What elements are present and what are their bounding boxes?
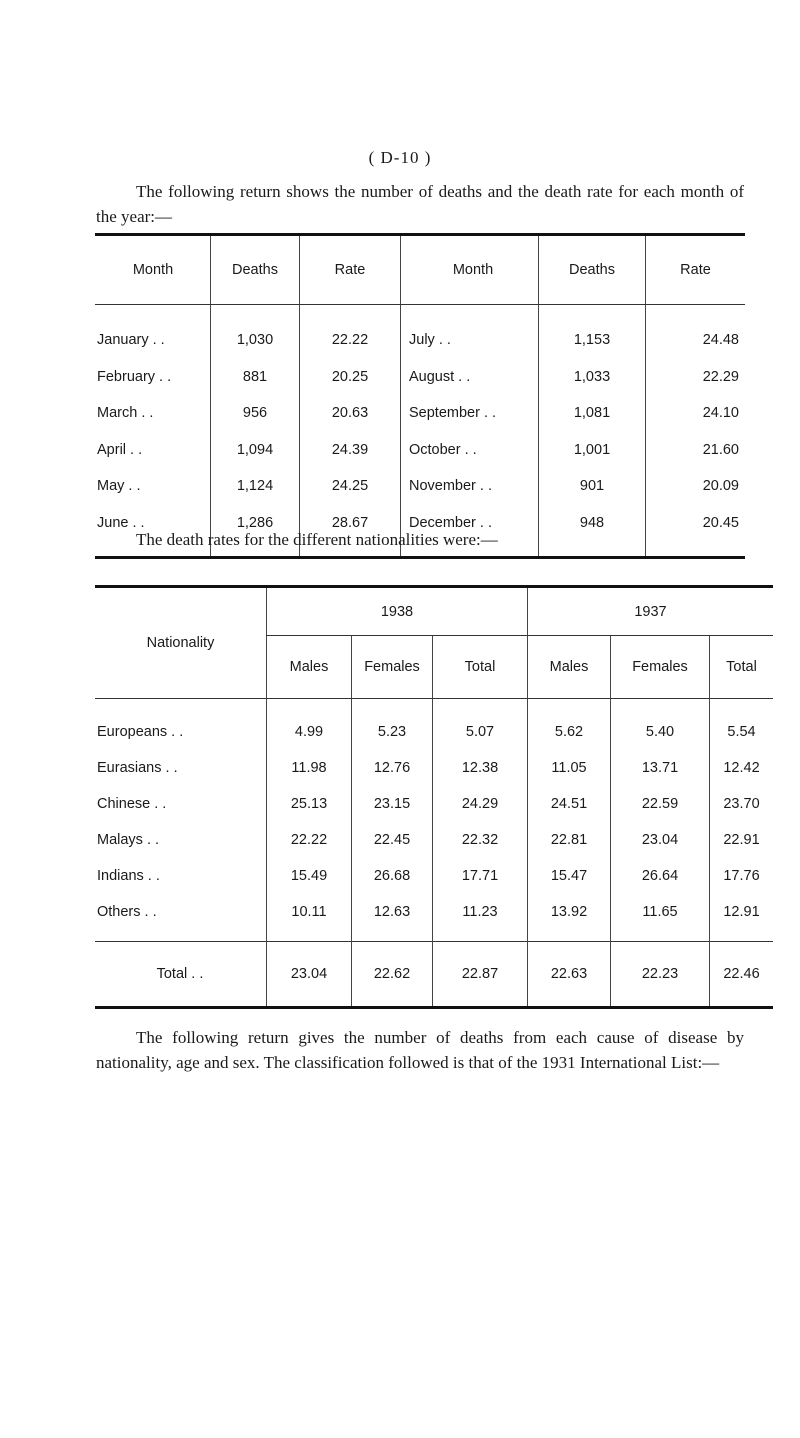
header-females-1937: Females [611,636,710,699]
value-cell: 12.42 [710,750,774,786]
month-cell: May . . [95,468,211,505]
value-cell: 24.29 [433,786,528,822]
deaths-cell: 948 [539,505,646,558]
rate-cell: 24.39 [300,432,401,469]
value-cell: 12.63 [352,894,433,942]
rate-cell: 24.48 [646,305,746,359]
header-deaths-b: Deaths [539,235,646,305]
value-cell: 22.59 [611,786,710,822]
value-cell: 26.64 [611,858,710,894]
value-cell: 15.49 [267,858,352,894]
total-row [95,942,773,1008]
rate-cell: 20.45 [646,505,746,558]
total-value-cell: 22.62 [352,942,433,1008]
value-cell: 5.07 [433,699,528,751]
rate-cell: 24.10 [646,395,746,432]
header-month-b: Month [401,235,539,305]
nationality-label: Indians . . [95,858,267,894]
value-cell: 22.45 [352,822,433,858]
table-row [95,468,745,505]
table-row [95,894,773,942]
total-value-cell: 22.87 [433,942,528,1008]
month-cell: March . . [95,395,211,432]
value-cell: 11.65 [611,894,710,942]
value-cell: 5.40 [611,699,710,751]
value-cell: 12.38 [433,750,528,786]
header-deaths-a: Deaths [211,235,300,305]
rate-cell: 22.29 [646,359,746,396]
deaths-cell: 1,001 [539,432,646,469]
value-cell: 22.32 [433,822,528,858]
rate-cell: 20.25 [300,359,401,396]
header-year-1937: 1937 [528,587,774,636]
value-cell: 24.51 [528,786,611,822]
header-males-1938: Males [267,636,352,699]
table-row [95,699,773,751]
deaths-cell: 1,286 [211,505,300,558]
value-cell: 26.68 [352,858,433,894]
table-row [95,858,773,894]
header-month-a: Month [95,235,211,305]
rate-cell: 24.25 [300,468,401,505]
rate-cell: 28.67 [300,505,401,558]
value-cell: 12.91 [710,894,774,942]
nationality-death-rates-table [95,585,773,1009]
header-males-1937: Males [528,636,611,699]
value-cell: 11.98 [267,750,352,786]
monthly-header-row [95,235,745,305]
value-cell: 5.54 [710,699,774,751]
value-cell: 17.76 [710,858,774,894]
header-year-1938: 1938 [267,587,528,636]
value-cell: 25.13 [267,786,352,822]
deaths-cell: 1,033 [539,359,646,396]
month-cell: June . . [95,505,211,558]
deaths-cell: 901 [539,468,646,505]
month-cell: September . . [401,395,539,432]
value-cell: 17.71 [433,858,528,894]
rate-cell: 21.60 [646,432,746,469]
total-value-cell: 23.04 [267,942,352,1008]
deaths-cell: 1,081 [539,395,646,432]
rate-cell: 20.09 [646,468,746,505]
year-header-row [95,587,773,636]
intro-cause-paragraph: The following return gives the number of deaths from each cause of disease by nationality, age and sex. The classification followed is that of the 1931 International List:— [96,1028,744,1072]
deaths-cell: 1,030 [211,305,300,359]
deaths-cell: 881 [211,359,300,396]
intro-monthly-paragraph: The following return shows the number of deaths and the death rate for each month of the year:— [96,182,744,226]
header-rate-b: Rate [646,235,746,305]
nationality-label: Others . . [95,894,267,942]
value-cell: 22.91 [710,822,774,858]
value-cell: 22.22 [267,822,352,858]
total-value-cell: 22.46 [710,942,774,1008]
nationality-label: Europeans . . [95,699,267,751]
value-cell: 23.70 [710,786,774,822]
value-cell: 22.81 [528,822,611,858]
deaths-cell: 1,124 [211,468,300,505]
month-cell: February . . [95,359,211,396]
total-value-cell: 22.63 [528,942,611,1008]
intro-nationality-paragraph: The death rates for the different nationalities were:— [136,530,498,549]
month-cell: August . . [401,359,539,396]
month-cell: January . . [95,305,211,359]
table-row [95,305,745,359]
header-total-1937: Total [710,636,774,699]
header-nationality: Nationality [95,587,267,699]
month-cell: April . . [95,432,211,469]
table-row [95,786,773,822]
deaths-cell: 956 [211,395,300,432]
table-row [95,822,773,858]
table-row [95,395,745,432]
rate-cell: 20.63 [300,395,401,432]
rate-cell: 22.22 [300,305,401,359]
value-cell: 4.99 [267,699,352,751]
value-cell: 15.47 [528,858,611,894]
table-row [95,432,745,469]
value-cell: 10.11 [267,894,352,942]
value-cell: 13.92 [528,894,611,942]
value-cell: 13.71 [611,750,710,786]
deaths-cell: 1,094 [211,432,300,469]
value-cell: 23.04 [611,822,710,858]
table-row [95,750,773,786]
value-cell: 11.05 [528,750,611,786]
value-cell: 11.23 [433,894,528,942]
value-cell: 5.62 [528,699,611,751]
value-cell: 5.23 [352,699,433,751]
month-cell: December . . [401,505,539,558]
total-label: Total . . [95,942,267,1008]
nationality-label: Eurasians . . [95,750,267,786]
deaths-cell: 1,153 [539,305,646,359]
table-row [95,359,745,396]
month-cell: July . . [401,305,539,359]
header-rate-a: Rate [300,235,401,305]
value-cell: 23.15 [352,786,433,822]
nationality-label: Malays . . [95,822,267,858]
month-cell: November . . [401,468,539,505]
nationality-label: Chinese . . [95,786,267,822]
page-header: ( D-10 ) [368,148,432,167]
monthly-deaths-table [95,233,745,559]
value-cell: 12.76 [352,750,433,786]
total-value-cell: 22.23 [611,942,710,1008]
header-total-1938: Total [433,636,528,699]
header-females-1938: Females [352,636,433,699]
month-cell: October . . [401,432,539,469]
